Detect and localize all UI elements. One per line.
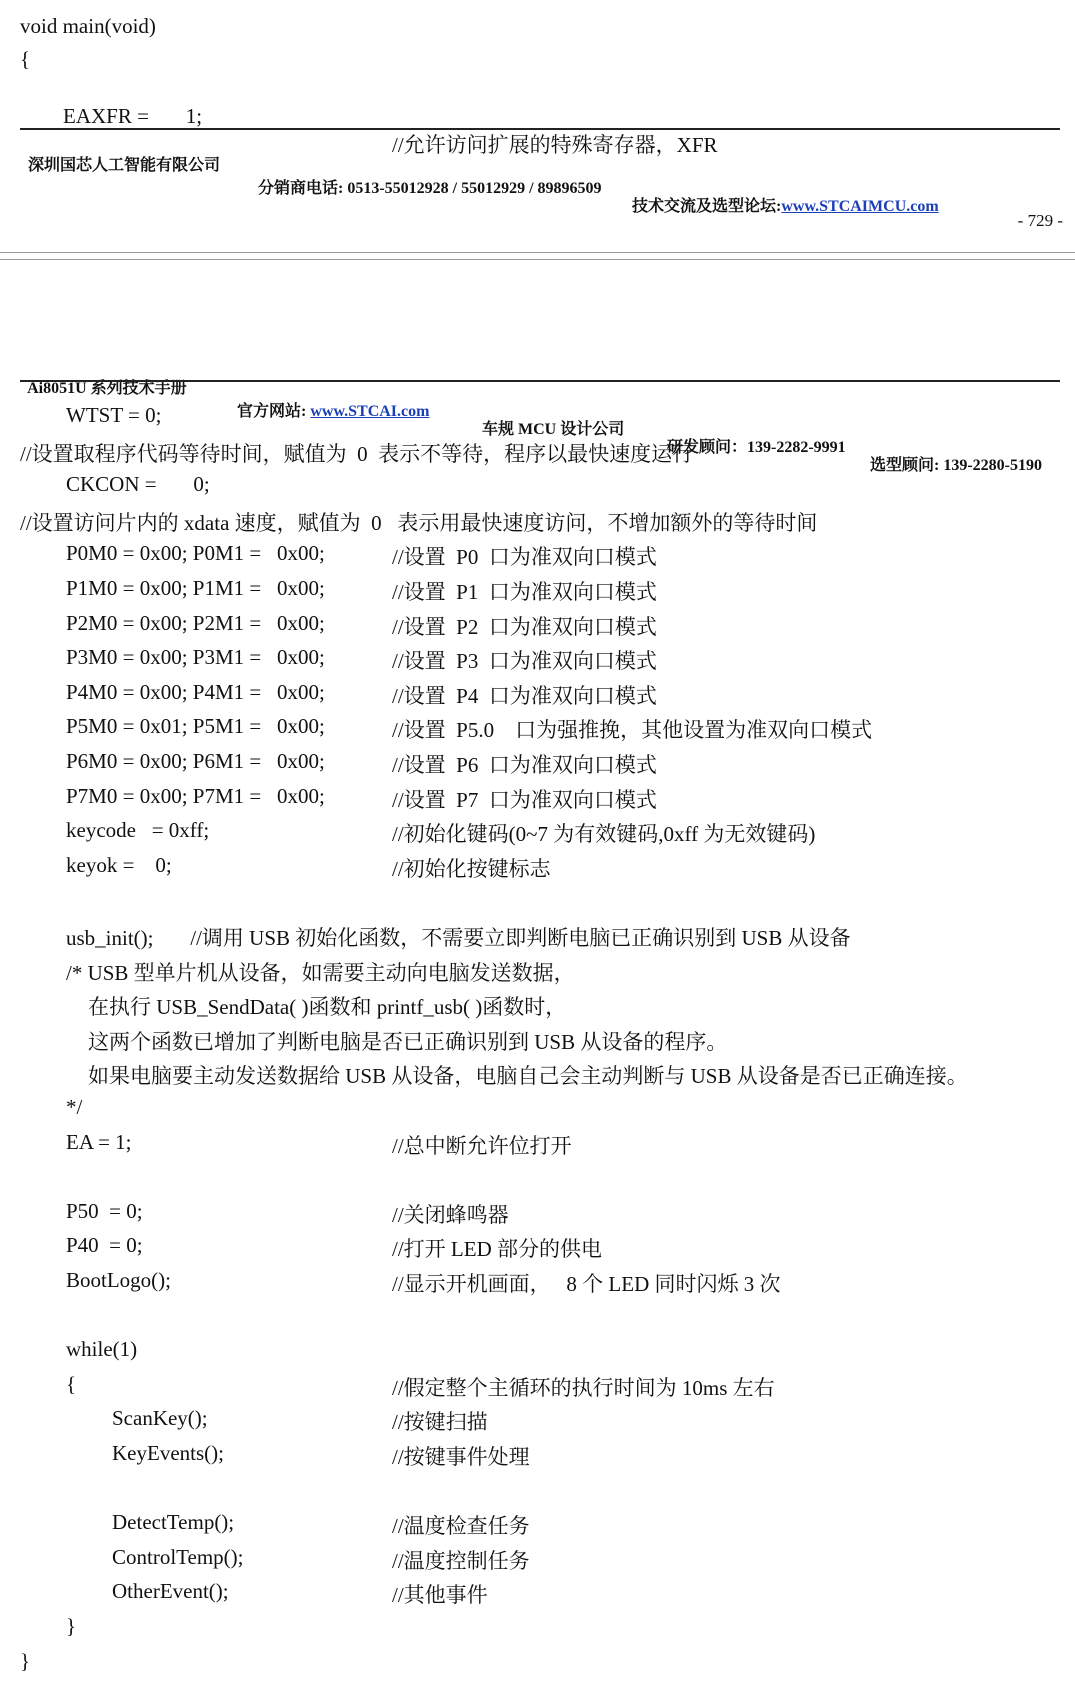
site-link[interactable]: www.STCAI.com <box>310 403 430 420</box>
code-text: P3M0 = 0x00; P3M1 = 0x00; <box>66 645 325 670</box>
header-company: 车规 MCU 设计公司 <box>482 421 625 438</box>
code-comment: //初始化键码(0~7 为有效键码,0xff 为无效键码) <box>392 822 816 847</box>
code-comment: //设置 P1 口为准双向口模式 <box>392 580 657 604</box>
footer-company: 深圳国芯人工智能有限公司 <box>28 157 221 174</box>
code-text: 如果电脑要主动发送数据给 USB 从设备，电脑自己会主动判断与 USB 从设备是否已正确连接。 <box>88 1064 968 1089</box>
code-text: KeyEvents(); <box>112 1441 224 1465</box>
code-comment: //显示开机画面， 8 个 LED 同时闪烁 3 次 <box>392 1272 781 1296</box>
code-text: BootLogo(); <box>66 1268 171 1292</box>
forum-link[interactable]: www.STCAIMCU.com <box>781 198 939 215</box>
code-comment: //温度控制任务 <box>392 1548 530 1573</box>
code-comment: //其他事件 <box>392 1583 488 1608</box>
code-text: P6M0 = 0x00; P6M1 = 0x00; <box>66 749 325 773</box>
header-sel: 选型顾问: 139-2280-5190 <box>870 457 1042 474</box>
page-footer <box>20 134 1063 229</box>
code-text: DetectTemp(); <box>112 1510 235 1535</box>
code-comment: //设置 P5.0 口为强推挽，其他设置为准双向口模式 <box>392 718 873 743</box>
code-text: } <box>66 1614 77 1638</box>
code-text: usb_init(); //调用 USB 初始化函数，不需要立即判断电脑已正确识别到 USB 从设备 <box>66 926 851 950</box>
code-text: P2M0 = 0x00; P2M1 = 0x00; <box>66 610 325 635</box>
code-text: 这两个函数已增加了判断电脑是否已正确识别到 USB 从设备的程序。 <box>88 1029 728 1054</box>
code-text: keyok = 0; <box>66 852 172 877</box>
page-number: - 729 - <box>1017 211 1063 230</box>
page-separator <box>0 259 1075 260</box>
footer-sales: 分销商电话: 0513-55012928 / 55012929 / 89896509 <box>258 180 602 197</box>
code-text: P50 = 0; <box>66 1198 143 1223</box>
code-text: //设置取程序代码等待时间，赋值为 0 表示不等待，程序以最快速度运行 <box>20 441 694 466</box>
code-line: void main(void) <box>20 14 156 38</box>
code-comment: //设置 P4 口为准双向口模式 <box>392 683 657 708</box>
code-comment: //初始化按键标志 <box>392 856 551 881</box>
code-text: while(1) <box>66 1337 138 1362</box>
code-text: ControlTemp(); <box>112 1544 244 1569</box>
code-text: /* USB 型单片机从设备，如需要主动向电脑发送数据， <box>66 960 575 985</box>
code-text: OtherEvent(); <box>112 1579 229 1604</box>
code-text: CKCON = 0; <box>66 472 210 497</box>
code-comment: //设置 P7 口为准双向口模式 <box>392 787 657 812</box>
code-text: keycode = 0xff; <box>66 818 210 843</box>
header-rd: 研发顾问：139-2282-9991 <box>667 439 846 456</box>
code-text: P40 = 0; <box>66 1233 143 1258</box>
code-text: P7M0 = 0x00; P7M1 = 0x00; <box>66 783 325 808</box>
code-text: P0M0 = 0x00; P0M1 = 0x00; <box>66 541 325 566</box>
code-comment: //设置 P2 口为准双向口模式 <box>392 614 657 639</box>
code-text: P4M0 = 0x00; P4M1 = 0x00; <box>66 679 325 704</box>
code-text: P5M0 = 0x01; P5M1 = 0x00; <box>66 714 325 739</box>
code-line: EAXFR = 1; //允许访问扩展的特殊寄存器，XFR <box>63 104 718 157</box>
code-comment: //温度检查任务 <box>392 1514 530 1539</box>
header-rule <box>20 380 1060 382</box>
footer-rule <box>20 128 1060 130</box>
header-site-label: 官方网站: <box>237 403 311 420</box>
code-text: EA = 1; <box>66 1129 132 1154</box>
page-separator <box>0 252 1075 253</box>
code-text: //设置访问片内的 xdata 速度，赋值为 0 表示用最快速度访问，不增加额外的等待时间 <box>20 510 818 535</box>
code-comment: //设置 P0 口为准双向口模式 <box>392 545 657 570</box>
footer-forum-label: 技术交流及选型论坛: <box>632 198 782 215</box>
code-comment: //按键事件处理 <box>392 1445 530 1469</box>
code-comment: //打开 LED 部分的供电 <box>392 1237 602 1262</box>
code-comment: //关闭蜂鸣器 <box>392 1202 509 1227</box>
code-text: ScanKey(); <box>112 1406 208 1431</box>
code-text: WTST = 0; <box>66 403 162 427</box>
code-comment: //假定整个主循环的执行时间为 10ms 左右 <box>392 1375 775 1400</box>
code-text: */ <box>66 1095 83 1119</box>
code-text: P1M0 = 0x00; P1M1 = 0x00; <box>66 576 325 600</box>
header-manual: Ai8051U 系列技术手册 <box>27 380 187 397</box>
code-text: { <box>66 1371 77 1396</box>
code-text: 在执行 USB_SendData( )函数和 printf_usb( )函数时， <box>88 995 567 1020</box>
code-comment: //设置 P6 口为准双向口模式 <box>392 753 657 777</box>
code-line: { <box>20 47 31 71</box>
code-comment: //按键扫描 <box>392 1410 488 1435</box>
code-comment: //设置 P3 口为准双向口模式 <box>392 649 657 674</box>
code-comment: //总中断允许位打开 <box>392 1133 572 1158</box>
code-text: } <box>20 1648 31 1673</box>
